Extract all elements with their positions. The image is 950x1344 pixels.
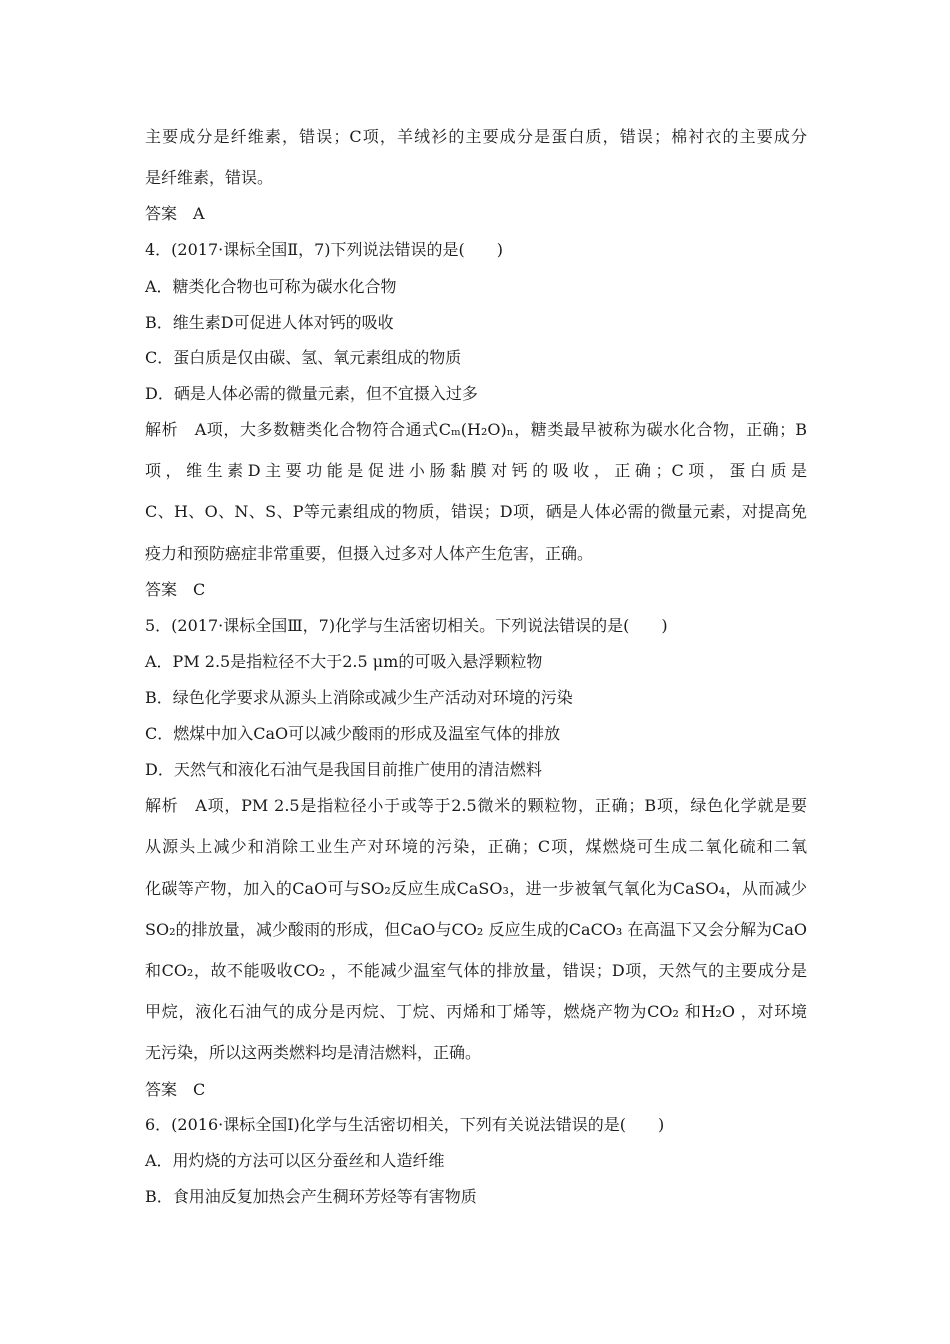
option-a: A．用灼烧的方法可以区分蚕丝和人造纤维	[145, 1151, 445, 1170]
analysis-line: 解析 A项，PM 2.5是指粒径小于或等于2.5微米的颗粒物，正确；B项，绿色化学就是要	[145, 796, 807, 815]
analysis-line: 从源头上减少和消除工业生产对环境的污染，正确；C项，煤燃烧可生成二氧化硫和二氧	[145, 837, 807, 856]
question-stem: 6．(2016·课标全国Ⅰ)化学与生活密切相关，下列有关说法错误的是( )	[145, 1115, 665, 1134]
option-a: A．糖类化合物也可称为碳水化合物	[145, 277, 397, 296]
analysis-line: 解析 A项，大多数糖类化合物符合通式Cₘ(H₂O)ₙ，糖类最早被称为碳水化合物，正确；B	[145, 420, 807, 439]
answer-line: 答案 A	[145, 204, 205, 223]
analysis-line: 无污染，所以这两类燃料均是清洁燃料，正确。	[145, 1043, 482, 1062]
analysis-line: SO₂的排放量，减少酸雨的形成，但CaO与CO₂ 反应生成的CaCO₃ 在高温下又会分解为CaO	[145, 920, 807, 939]
text-line: 主要成分是纤维素，错误；C项，羊绒衫的主要成分是蛋白质，错误；棉衬衣的主要成分	[145, 127, 807, 146]
analysis-line: 化碳等产物，加入的CaO可与SO₂反应生成CaSO₃，进一步被氧气氧化为CaSO₄，从而减少	[145, 879, 807, 898]
analysis-line: 项，维生素D主要功能是促进小肠黏膜对钙的吸收，正确；C项，蛋白质是	[145, 461, 807, 480]
analysis-line: C、H、O、N、S、P等元素组成的物质，错误；D项，硒是人体必需的微量元素，对提高免	[145, 502, 807, 521]
option-c: C．燃煤中加入CaO可以减少酸雨的形成及温室气体的排放	[145, 724, 561, 743]
option-b: B．绿色化学要求从源头上消除或减少生产活动对环境的污染	[145, 688, 573, 707]
answer-line: 答案 C	[145, 1080, 206, 1099]
analysis-line: 疫力和预防癌症非常重要，但摄入过多对人体产生危害，正确。	[145, 544, 594, 563]
option-b: B．维生素D可促进人体对钙的吸收	[145, 313, 394, 332]
question-stem: 4．(2017·课标全国Ⅱ，7)下列说法错误的是( )	[145, 240, 504, 259]
text-line: 是纤维素，错误。	[145, 168, 274, 187]
analysis-line: 甲烷，液化石油气的成分是丙烷、丁烷、丙烯和丁烯等，燃烧产物为CO₂ 和H₂O ，对环境	[145, 1002, 807, 1021]
question-stem: 5．(2017·课标全国Ⅲ，7)化学与生活密切相关。下列说法错误的是( )	[145, 616, 668, 635]
option-c: C．蛋白质是仅由碳、氢、氧元素组成的物质	[145, 348, 462, 367]
option-d: D．硒是人体必需的微量元素，但不宜摄入过多	[145, 384, 478, 403]
option-b: B．食用油反复加热会产生稠环芳烃等有害物质	[145, 1187, 477, 1206]
analysis-line: 和CO₂，故不能吸收CO₂ ，不能减少温室气体的排放量，错误；D项，天然气的主要成分是	[145, 961, 807, 980]
answer-line: 答案 C	[145, 580, 206, 599]
option-d: D．天然气和液化石油气是我国目前推广使用的清洁燃料	[145, 760, 542, 779]
option-a: A．PM 2.5是指粒径不大于2.5 μm的可吸入悬浮颗粒物	[145, 652, 543, 671]
